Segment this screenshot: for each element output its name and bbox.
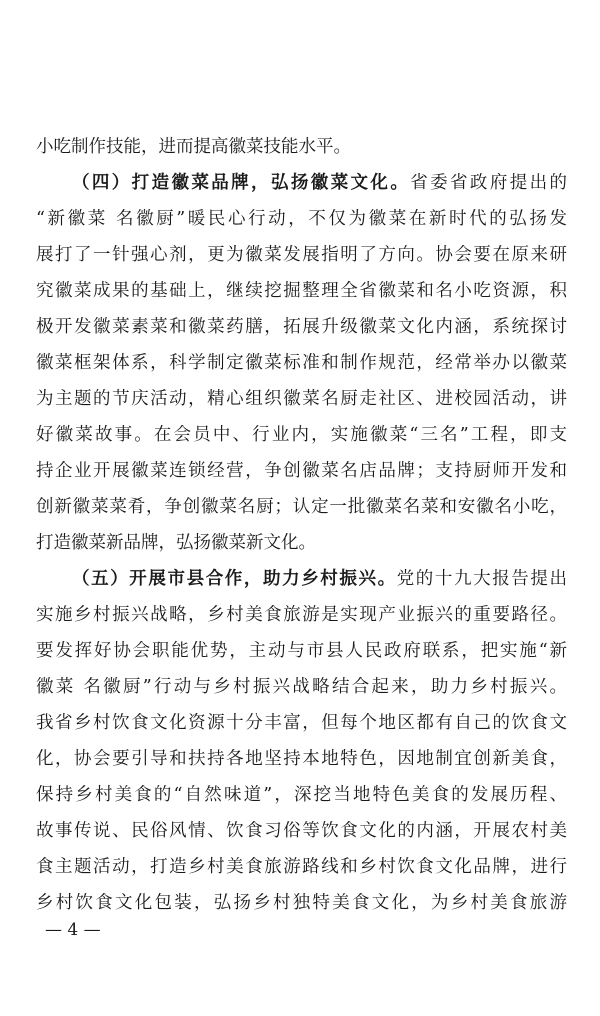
page-number: — 4 — — [45, 920, 101, 940]
paragraph-line: 故事传说、民俗风情、饮食习俗等饮食文化的内涵，开展农村美 — [36, 821, 567, 841]
paragraph-line: 展打了一针强心剂，更为徽菜发展指明了方向。协会要在原来研 — [36, 245, 567, 265]
paragraph-line: 化，协会要引导和扶持各地坚持本地特色，因地制宜创新美食， — [36, 749, 567, 769]
paragraph-line: 食主题活动，打造乡村美食旅游路线和乡村饮食文化品牌，进行 — [36, 857, 567, 877]
paragraph-line: 究徽菜成果的基础上，继续挖掘整理全省徽菜和名小吃资源，积 — [36, 281, 567, 301]
section-heading: （五）开展市县合作，助力乡村振兴。 — [72, 569, 397, 589]
paragraph-line: 持企业开展徽菜连锁经营，争创徽菜名店品牌；支持厨师开发和 — [36, 461, 567, 481]
paragraph-line: 小吃制作技能，进而提高徽菜技能水平。 — [36, 137, 351, 157]
paragraph-line: 极开发徽菜素菜和徽菜药膳，拓展升级徽菜文化内涵，系统探讨 — [36, 317, 567, 337]
paragraph-line: 好徽菜故事。在会员中、行业内，实施徽菜“三名”工程，即支 — [36, 425, 567, 445]
paragraph-line: 实施乡村振兴战略，乡村美食旅游是实现产业振兴的重要路径。 — [36, 605, 567, 625]
paragraph-line: “新徽菜 名徽厨”暖民心行动，不仅为徽菜在新时代的弘扬发 — [36, 209, 567, 229]
paragraph-line: 乡村饮食文化包装，弘扬乡村独特美食文化，为乡村美食旅游 — [36, 893, 567, 913]
section-heading: （四）打造徽菜品牌，弘扬徽菜文化。 — [72, 173, 411, 193]
paragraph-line: 要发挥好协会职能优势，主动与市县人民政府联系，把实施“新 — [36, 641, 567, 661]
paragraph-line: 创新徽菜菜肴，争创徽菜名厨；认定一批徽菜名菜和安徽名小吃， — [36, 497, 567, 517]
paragraph-line: 我省乡村饮食文化资源十分丰富，但每个地区都有自己的饮食文 — [36, 713, 567, 733]
paragraph-line: （四）打造徽菜品牌，弘扬徽菜文化。省委省政府提出的 — [72, 173, 568, 193]
paragraph-line: （五）开展市县合作，助力乡村振兴。党的十九大报告提出 — [72, 569, 568, 589]
paragraph-line: 保持乡村美食的“自然味道”，深挖当地特色美食的发展历程、 — [36, 785, 567, 805]
paragraph-line: 为主题的节庆活动，精心组织徽菜名厨走社区、进校园活动，讲 — [36, 389, 567, 409]
paragraph-line: 打造徽菜新品牌，弘扬徽菜新文化。 — [36, 533, 316, 553]
paragraph-line: 徽菜 名徽厨”行动与乡村振兴战略结合起来，助力乡村振兴。 — [36, 677, 567, 697]
paragraph-line: 徽菜框架体系，科学制定徽菜标准和制作规范，经常举办以徽菜 — [36, 353, 567, 373]
